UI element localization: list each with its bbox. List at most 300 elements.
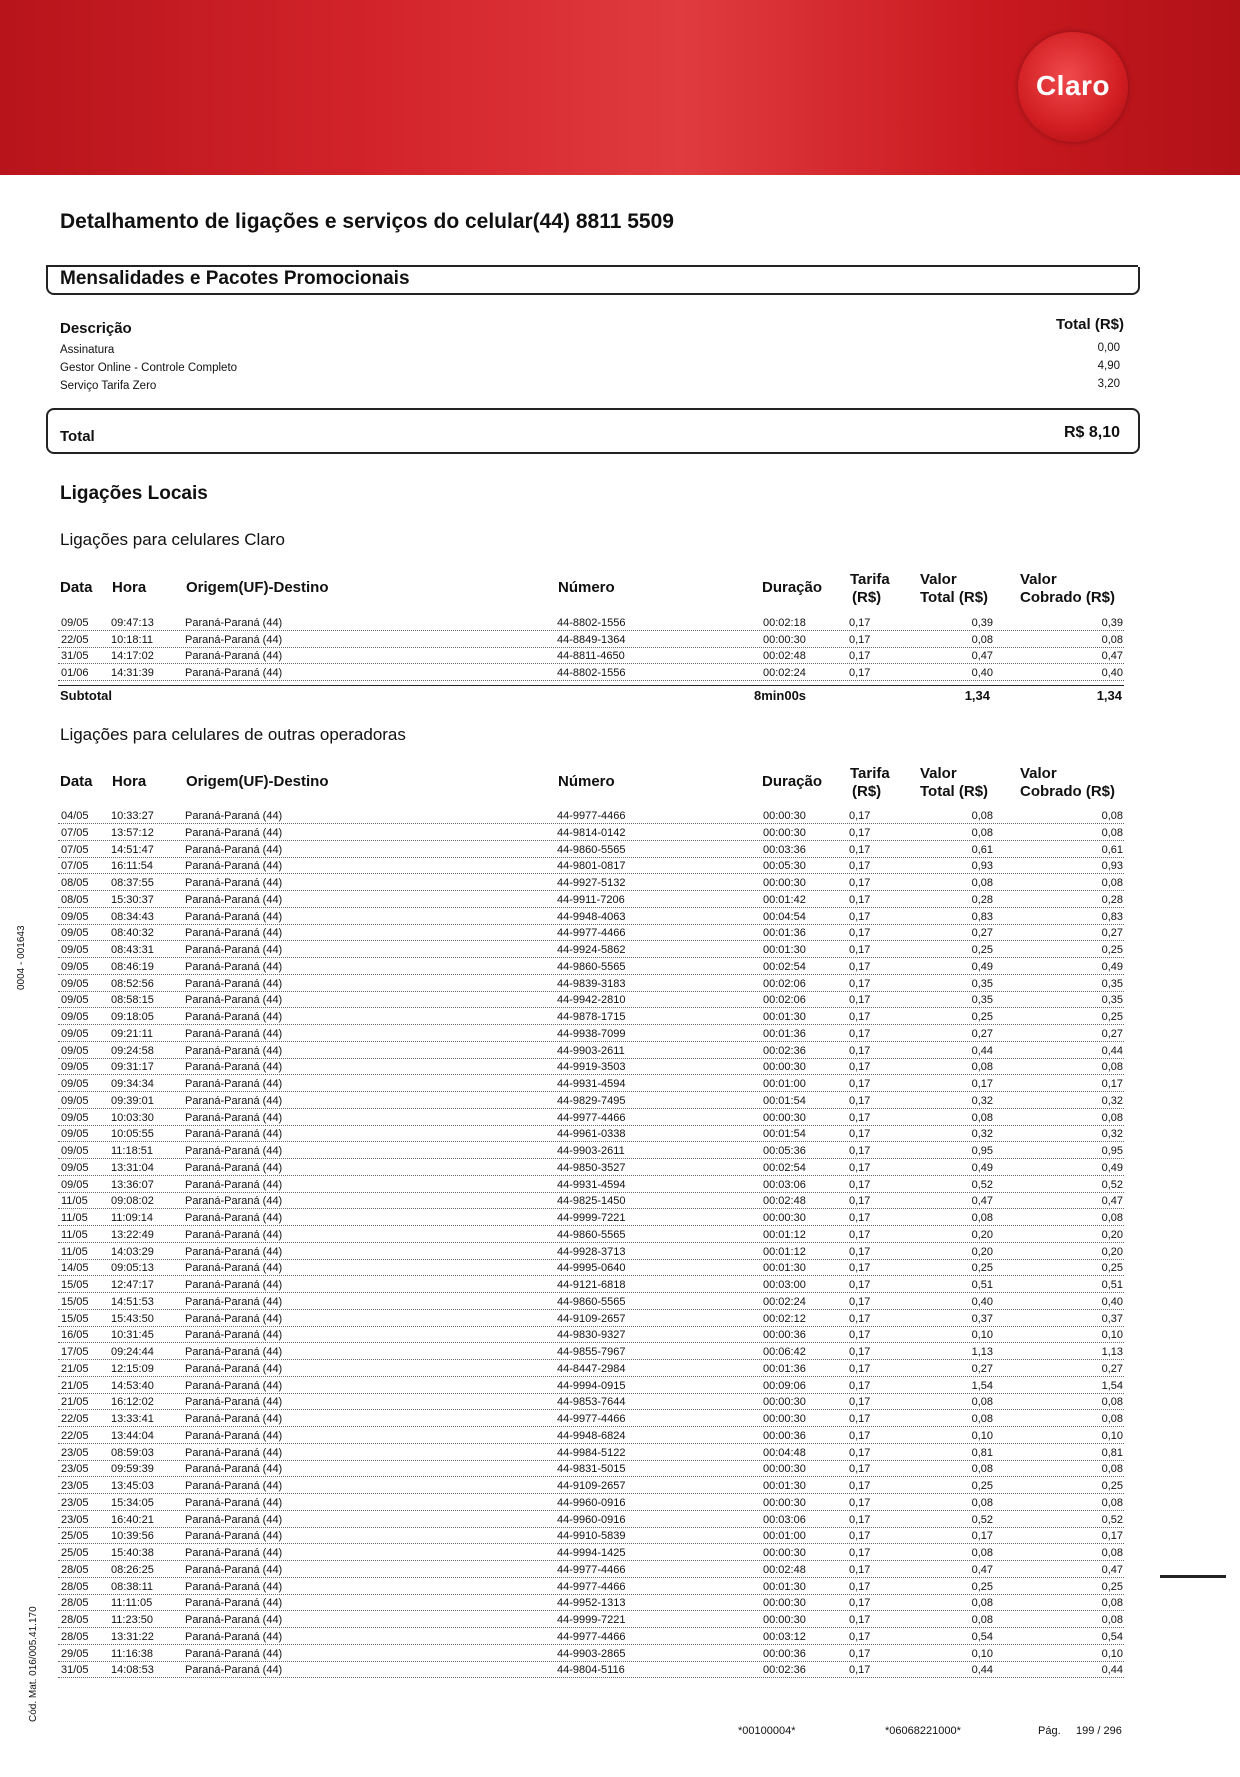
row-valor-cobrado: 0,51 [1092,1278,1124,1292]
row-tarifa: 0,17 [849,910,871,923]
row-hora: 14:17:02 [111,650,154,662]
row-valor-total: 0,51 [962,1278,994,1292]
row-origem: Paraná-Paraná (44) [185,1547,283,1559]
row-data: 21/05 [61,1379,89,1392]
row-tarifa: 0,17 [849,633,871,646]
row-tarifa: 0,17 [849,1630,871,1643]
row-valor-cobrado: 0,10 [1092,1647,1124,1661]
row-duracao: 00:01:12 [763,1245,806,1258]
row-tarifa: 0,17 [849,617,871,629]
row-numero: 44-9911-7206 [557,893,625,906]
row-hora: 16:40:21 [111,1513,154,1526]
row-tarifa: 0,17 [849,1178,871,1191]
row-tarifa: 0,17 [849,1262,871,1275]
row-numero: 44-9961-0338 [557,1128,626,1141]
row-duracao: 00:02:12 [763,1312,806,1325]
row-hora: 11:23:50 [111,1614,154,1626]
group-claro-title: Ligações para celulares Claro [60,530,285,549]
row-tarifa: 0,17 [849,1094,871,1107]
row-tarifa: 0,17 [849,826,871,839]
row-numero: 44-9903-2865 [557,1647,626,1660]
table-row [58,1328,1124,1343]
row-data: 16/05 [61,1329,89,1342]
row-valor-total: 0,08 [962,1613,994,1627]
row-numero: 44-9994-1425 [557,1547,626,1559]
row-valor-cobrado: 0,37 [1092,1312,1124,1326]
row-duracao: 00:00:30 [763,826,806,839]
row-duracao: 00:00:30 [763,633,806,646]
row-data: 09/05 [61,994,89,1007]
row-data: 21/05 [61,1362,89,1375]
row-data: 09/05 [61,1061,89,1074]
row-numero: 44-8811-4650 [557,650,625,662]
col-hora: Hora [112,773,147,790]
row-valor-cobrado: 0,20 [1092,1245,1124,1259]
row-numero: 44-9977-4466 [557,1563,626,1576]
row-hora: 08:46:19 [111,960,154,973]
row-hora: 09:18:05 [111,1011,154,1023]
row-duracao: 00:02:36 [763,1044,806,1057]
row-tarifa: 0,17 [849,1647,871,1660]
col-valor-total-unit: Total (R$) [920,589,989,606]
row-duracao: 00:00:30 [763,1597,806,1610]
table-row [58,843,1124,858]
table-row [58,1479,1124,1494]
row-tarifa: 0,17 [849,1011,871,1023]
row-hora: 14:51:53 [111,1295,154,1308]
item-total: 3,20 [1097,378,1120,390]
row-data: 11/05 [61,1228,88,1241]
col-valor-cobrado: Valor [1020,571,1057,588]
row-hora: 09:47:13 [111,617,154,629]
col-data: Data [60,579,93,596]
row-origem: Paraná-Paraná (44) [185,1563,283,1576]
table-row [58,1546,1124,1561]
row-origem: Paraná-Paraná (44) [185,1245,283,1258]
row-numero: 44-9931-4594 [557,1178,626,1191]
table-row [58,1094,1124,1109]
row-valor-cobrado: 0,17 [1092,1077,1124,1091]
table-row [58,943,1124,958]
row-hora: 16:12:02 [111,1396,154,1409]
row-valor-total: 0,61 [962,843,994,857]
row-numero: 44-9853-7644 [557,1396,626,1409]
row-data: 31/05 [61,1664,89,1677]
row-valor-total: 0,39 [962,616,994,630]
row-origem: Paraná-Paraná (44) [185,1262,283,1275]
row-hora: 10:31:45 [111,1329,154,1342]
row-origem: Paraná-Paraná (44) [185,843,283,856]
row-numero: 44-9960-0916 [557,1513,626,1526]
total-label: Total [60,428,95,445]
row-valor-total: 0,54 [962,1630,994,1644]
row-origem: Paraná-Paraná (44) [185,1480,283,1492]
row-valor-cobrado: 0,49 [1092,1161,1124,1175]
row-valor-cobrado: 0,44 [1092,1044,1124,1058]
table-row [58,893,1124,908]
row-origem: Paraná-Paraná (44) [185,1027,283,1040]
row-valor-total: 0,27 [962,1362,994,1376]
row-origem: Paraná-Paraná (44) [185,944,283,956]
row-valor-total: 0,25 [962,1010,994,1024]
col-descricao: Descrição [60,320,132,337]
row-valor-total: 0,44 [962,1663,994,1677]
row-data: 22/05 [61,1429,89,1442]
table-row [58,1429,1124,1444]
table-row [58,1613,1124,1628]
col-valor-total-unit: Total (R$) [920,783,989,800]
col-duracao: Duração [762,773,823,790]
row-origem: Paraná-Paraná (44) [185,860,283,873]
row-duracao: 00:02:24 [763,1295,806,1308]
table-row [58,1178,1124,1193]
item-total: 0,00 [1097,342,1120,354]
row-numero: 44-9977-4466 [557,1580,626,1593]
row-hora: 15:40:38 [111,1547,154,1559]
row-valor-total: 0,93 [962,859,994,873]
row-valor-total: 0,52 [962,1178,994,1192]
row-duracao: 00:00:30 [763,1061,806,1074]
row-numero: 44-9903-2611 [557,1145,625,1157]
row-origem: Paraná-Paraná (44) [185,1429,283,1442]
item-total: 4,90 [1097,360,1120,372]
row-tarifa: 0,17 [849,1362,871,1375]
table-row [58,960,1124,975]
row-valor-cobrado: 0,81 [1092,1446,1124,1460]
table-row [58,1580,1124,1595]
col-tarifa: Tarifa [850,765,890,782]
table-row [58,977,1124,992]
row-hora: 11:18:51 [111,1145,154,1157]
row-numero: 44-9814-0142 [557,826,626,839]
table-row [58,910,1124,925]
row-valor-cobrado: 0,25 [1092,943,1124,957]
row-origem: Paraná-Paraná (44) [185,1195,283,1208]
row-valor-total: 0,08 [962,1395,994,1409]
row-valor-cobrado: 0,52 [1092,1178,1124,1192]
row-origem: Paraná-Paraná (44) [185,666,283,679]
row-numero: 44-9910-5839 [557,1530,626,1543]
row-numero: 44-9878-1715 [557,1011,626,1023]
row-data: 09/05 [61,977,89,990]
row-data: 22/05 [61,1413,89,1425]
col-numero: Número [558,773,615,790]
row-data: 15/05 [61,1295,89,1308]
row-hora: 10:03:30 [111,1111,154,1124]
row-duracao: 00:02:54 [763,960,806,973]
row-origem: Paraná-Paraná (44) [185,1279,283,1291]
footer-page: 199 / 296 [1076,1725,1122,1737]
row-valor-total: 1,54 [962,1379,994,1393]
row-hora: 10:18:11 [111,633,154,646]
row-valor-total: 0,08 [962,1060,994,1074]
row-origem: Paraná-Paraná (44) [185,1044,283,1057]
row-data: 09/05 [61,1044,89,1057]
row-valor-cobrado: 0,08 [1092,1496,1124,1510]
row-valor-cobrado: 0,61 [1092,843,1124,857]
row-tarifa: 0,17 [849,1664,871,1677]
row-valor-cobrado: 0,95 [1092,1144,1124,1158]
col-valor-total: Valor [920,571,957,588]
row-tarifa: 0,17 [849,1312,871,1325]
row-numero: 44-8849-1364 [557,633,626,646]
table-row [58,1345,1124,1360]
row-valor-total: 0,25 [962,1261,994,1275]
table-row [58,1663,1124,1678]
table-row [58,1379,1124,1394]
row-data: 14/05 [61,1262,89,1275]
row-duracao: 00:00:36 [763,1329,806,1342]
row-data: 21/05 [61,1396,89,1409]
row-origem: Paraná-Paraná (44) [185,650,283,662]
row-hora: 12:47:17 [111,1279,154,1291]
row-tarifa: 0,17 [849,1027,871,1040]
row-hora: 16:11:54 [111,860,154,873]
row-duracao: 00:02:36 [763,1664,806,1677]
row-origem: Paraná-Paraná (44) [185,1212,283,1224]
row-hora: 13:33:41 [111,1413,154,1425]
row-valor-cobrado: 0,08 [1092,1060,1124,1074]
row-hora: 13:36:07 [111,1178,154,1191]
row-numero: 44-9830-9327 [557,1329,626,1342]
row-valor-total: 0,49 [962,960,994,974]
row-numero: 44-9860-5565 [557,1295,626,1308]
row-duracao: 00:01:36 [763,927,806,940]
row-valor-cobrado: 0,08 [1092,1412,1124,1426]
row-origem: Paraná-Paraná (44) [185,877,283,889]
row-duracao: 00:00:30 [763,1496,806,1509]
row-valor-cobrado: 0,08 [1092,1395,1124,1409]
row-numero: 44-9919-3503 [557,1061,626,1074]
col-hora: Hora [112,579,147,596]
subtotal-total: 1,34 [964,688,990,703]
row-hora: 11:16:38 [111,1647,154,1660]
row-duracao: 00:00:30 [763,1413,806,1425]
row-valor-total: 0,27 [962,926,994,940]
table-row [58,1596,1124,1611]
row-numero: 44-9999-7221 [557,1212,626,1224]
row-data: 04/05 [61,810,89,822]
row-valor-cobrado: 0,08 [1092,1546,1124,1560]
table-row [58,1261,1124,1276]
row-duracao: 00:05:36 [763,1145,806,1157]
row-hora: 08:40:32 [111,927,154,940]
row-numero: 44-9938-7099 [557,1027,626,1040]
row-duracao: 00:02:18 [763,617,806,629]
row-numero: 44-9855-7967 [557,1346,626,1358]
row-duracao: 00:03:36 [763,843,806,856]
item-desc: Assinatura [60,344,115,356]
row-data: 15/05 [61,1279,89,1291]
row-duracao: 00:02:48 [763,650,806,662]
row-valor-cobrado: 0,40 [1092,666,1124,680]
table-row [58,1077,1124,1092]
row-hora: 15:43:50 [111,1312,154,1325]
row-data: 08/05 [61,877,89,889]
row-data: 17/05 [61,1346,89,1358]
row-valor-cobrado: 1,54 [1092,1379,1124,1393]
row-hora: 14:53:40 [111,1379,154,1392]
table-row [58,1044,1124,1059]
row-numero: 44-9924-5862 [557,944,626,956]
row-hora: 14:03:29 [111,1245,154,1258]
row-data: 23/05 [61,1496,89,1509]
row-tarifa: 0,17 [849,1145,871,1157]
row-valor-total: 0,08 [962,1496,994,1510]
row-tarifa: 0,17 [849,1563,871,1576]
row-data: 11/05 [61,1195,88,1208]
row-valor-cobrado: 0,08 [1092,826,1124,840]
row-numero: 44-9860-5565 [557,960,626,973]
row-data: 09/05 [61,1178,89,1191]
row-numero: 44-9977-4466 [557,927,626,940]
row-numero: 44-9829-7495 [557,1094,626,1107]
page-title: Detalhamento de ligações e serviços do celular(44) 8811 5509 [60,210,674,233]
row-origem: Paraná-Paraná (44) [185,1111,283,1124]
table-row [58,1446,1124,1461]
row-hora: 09:31:17 [111,1061,154,1074]
row-duracao: 00:01:30 [763,944,806,956]
col-origem: Origem(UF)-Destino [186,773,329,790]
row-tarifa: 0,17 [849,1128,871,1141]
row-numero: 44-9977-4466 [557,1111,626,1124]
row-valor-total: 0,35 [962,993,994,1007]
col-tarifa-unit: (R$) [852,589,882,606]
row-numero: 44-9928-3713 [557,1245,626,1258]
row-tarifa: 0,17 [849,1429,871,1442]
footer-code-b: *06068221000* [885,1725,961,1737]
row-numero: 44-9860-5565 [557,843,626,856]
row-data: 23/05 [61,1446,89,1459]
row-valor-total: 0,08 [962,1412,994,1426]
row-duracao: 00:01:30 [763,1480,806,1492]
row-numero: 44-9977-4466 [557,1413,626,1425]
row-hora: 08:34:43 [111,910,154,923]
row-numero: 44-9942-2810 [557,994,626,1007]
row-numero: 44-9839-3183 [557,977,626,990]
row-valor-cobrado: 0,25 [1092,1261,1124,1275]
row-valor-total: 0,40 [962,1295,994,1309]
row-hora: 08:59:03 [111,1446,154,1459]
row-origem: Paraná-Paraná (44) [185,1413,283,1425]
row-valor-total: 0,27 [962,1027,994,1041]
col-tarifa: Tarifa [850,571,890,588]
logo-text: Claro [1035,70,1111,101]
row-numero: 44-9948-4063 [557,910,626,923]
col-total: Total (R$) [1055,316,1124,333]
footer-page-label: Pág. [1038,1725,1061,1737]
row-valor-total: 0,25 [962,1479,994,1493]
row-valor-cobrado: 1,13 [1092,1345,1124,1359]
table-row [58,1111,1124,1126]
row-origem: Paraná-Paraná (44) [185,1379,283,1392]
row-hora: 08:37:55 [111,877,154,889]
row-numero: 44-9121-6818 [557,1279,626,1291]
row-valor-total: 1,13 [962,1345,994,1359]
row-data: 29/05 [61,1647,89,1660]
row-origem: Paraná-Paraná (44) [185,977,283,990]
row-tarifa: 0,17 [849,810,871,822]
row-valor-cobrado: 0,39 [1092,616,1124,630]
row-hora: 14:51:47 [111,843,154,856]
row-valor-total: 0,52 [962,1513,994,1527]
table-row [58,993,1124,1008]
row-duracao: 00:09:06 [763,1379,806,1392]
row-origem: Paraná-Paraná (44) [185,633,283,646]
row-duracao: 00:01:30 [763,1262,806,1275]
row-hora: 10:33:27 [111,810,154,822]
col-valor-cobrado-unit: Cobrado (R$) [1020,589,1115,606]
row-valor-cobrado: 0,08 [1092,1111,1124,1125]
row-valor-total: 0,35 [962,977,994,991]
table-row [58,1295,1124,1310]
row-numero: 44-9984-5122 [557,1446,626,1459]
row-origem: Paraná-Paraná (44) [185,810,283,822]
claro-logo [1018,32,1128,142]
row-valor-cobrado: 0,08 [1092,876,1124,890]
row-numero: 44-9948-6824 [557,1429,626,1442]
row-hora: 13:44:04 [111,1429,154,1442]
row-valor-total: 0,25 [962,943,994,957]
table-row [58,616,1124,631]
row-tarifa: 0,17 [849,1245,871,1258]
row-tarifa: 0,17 [849,1161,871,1174]
row-numero: 44-9960-0916 [557,1496,626,1509]
row-hora: 14:08:53 [111,1664,154,1677]
row-origem: Paraná-Paraná (44) [185,893,283,906]
row-tarifa: 0,17 [849,1111,871,1124]
row-valor-cobrado: 0,08 [1092,809,1124,823]
row-duracao: 00:00:30 [763,810,806,822]
row-valor-cobrado: 0,40 [1092,1295,1124,1309]
row-duracao: 00:02:24 [763,666,806,679]
row-duracao: 00:03:06 [763,1178,806,1191]
row-data: 09/05 [61,617,89,629]
row-data: 11/05 [61,1245,88,1258]
row-tarifa: 0,17 [849,1614,871,1626]
row-numero: 44-9977-4466 [557,1630,626,1643]
row-tarifa: 0,17 [849,1329,871,1342]
row-origem: Paraná-Paraná (44) [185,1597,283,1610]
row-hora: 10:05:55 [111,1128,154,1141]
row-numero: 44-9999-7221 [557,1614,626,1626]
table-row [58,1278,1124,1293]
row-data: 09/05 [61,927,89,940]
row-data: 28/05 [61,1580,89,1593]
row-tarifa: 0,17 [849,1379,871,1392]
row-hora: 09:21:11 [111,1027,154,1040]
table-row [58,1060,1124,1075]
row-data: 09/05 [61,1011,89,1023]
table-row [58,1194,1124,1209]
row-tarifa: 0,17 [849,666,871,679]
row-data: 28/05 [61,1563,89,1576]
table-row [58,876,1124,891]
row-data: 07/05 [61,843,89,856]
row-valor-cobrado: 0,27 [1092,1362,1124,1376]
row-numero: 44-9977-4466 [557,810,626,822]
row-duracao: 00:00:36 [763,1647,806,1660]
row-data: 28/05 [61,1630,89,1643]
row-duracao: 00:01:36 [763,1362,806,1375]
row-valor-total: 0,95 [962,1144,994,1158]
row-valor-cobrado: 0,35 [1092,993,1124,1007]
row-tarifa: 0,17 [849,960,871,973]
item-desc: Serviço Tarifa Zero [60,380,157,392]
row-valor-total: 0,08 [962,1211,994,1225]
row-numero: 44-9801-0817 [557,860,626,873]
row-data: 09/05 [61,1078,89,1090]
